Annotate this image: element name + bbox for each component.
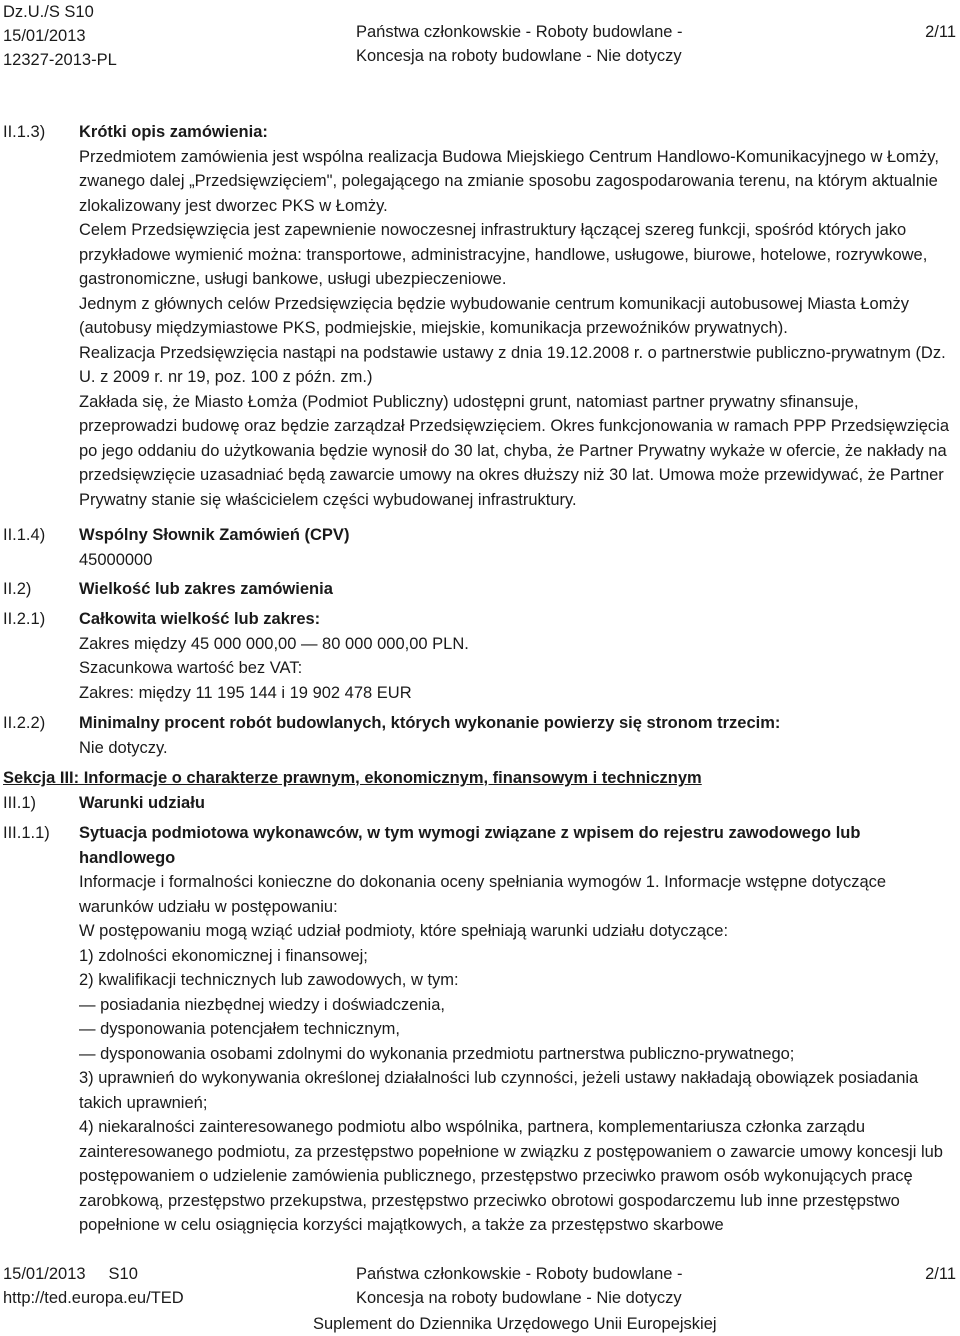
condition-item-1: 1) zdolności ekonomicznej i finansowej; xyxy=(79,946,368,965)
section-title: Całkowita wielkość lub zakres: xyxy=(79,610,321,628)
section-number: II.1.4) xyxy=(3,526,46,544)
footer-supplement: Suplement do Dziennika Urzędowego Unii Europejskiej xyxy=(313,1315,717,1333)
section-number: III.1.1) xyxy=(3,824,50,842)
footer-date: 15/01/2013 xyxy=(3,1265,86,1283)
header-category-line2: Koncesja na roboty budowlane - Nie dotyczy xyxy=(356,47,682,65)
ted-link[interactable]: http://ted.europa.eu/TED xyxy=(3,1289,184,1307)
section-title: Warunki udziału xyxy=(79,794,205,812)
publication-date: 15/01/2013 xyxy=(3,27,86,45)
header-center xyxy=(356,20,683,68)
conditions-lead: W postępowaniu mogą wziąć udział podmioty, które spełniają warunki udziału dotyczące: xyxy=(79,922,729,940)
section-value: Nie dotyczy. xyxy=(79,738,168,757)
header-category-line1: Państwa członkowskie - Roboty budowlane - xyxy=(356,23,683,41)
footer-category-line2: Koncesja na roboty budowlane - Nie dotyczy xyxy=(356,1289,682,1307)
cpv-code: 45000000 xyxy=(79,550,153,569)
section-title: Wielkość lub zakres zamówienia xyxy=(79,580,333,598)
section-number: III.1) xyxy=(3,794,37,812)
estimate-label: Szacunkowa wartość bez VAT: xyxy=(79,659,303,677)
condition-item-2: 2) kwalifikacji technicznych lub zawodowych, w tym: xyxy=(79,971,459,989)
description-paragraph-3: Jednym z głównych celów Przedsięwzięcia będzie wybudowanie centrum komunikacji autobusowej Miasta Łomży (autobusy międzymiastowe PKS, podmiejskie, miejskie, komunikacja przewoźników prywatnych). xyxy=(79,294,909,337)
header-left xyxy=(3,0,117,72)
section-number: II.2) xyxy=(3,580,32,598)
section-number: II.1.3) xyxy=(3,123,46,141)
description-paragraph-1: Przedmiotem zamówienia jest wspólna realizacja Budowa Miejskiego Centrum Handlowo-Komunikacyjnego w Łomży, zwanego dalej „Przedsięwzięciem", polegającego na zmianie sposobu zagospodarowania terenu, na którym aktualnie zlokalizowany jest dworzec PKS w Łomży. xyxy=(79,147,939,215)
condition-subitem-3: — dysponowania osobami zdolnymi do wykonania przedmiotu partnerstwa publiczno-prywatnego; xyxy=(79,1044,795,1063)
condition-subitem-1: — posiadania niezbędnej wiedzy i doświadczenia, xyxy=(79,995,445,1014)
section-title: Sytuacja podmiotowa wykonawców, w tym wymogi związane z wpisem do rejestru zawodowego lub handlowego xyxy=(79,824,861,867)
footer-left xyxy=(3,1262,184,1310)
description-paragraph-2: Celem Przedsięwzięcia jest zapewnienie nowoczesnej infrastruktury łączącej szereg funkcji, spośród których jako przykładowe wymienić można: transportowe, administracyjne, handlowe, usługowe, biurowe, hotelowe, rozrywkowe, gastronomiczne, usługi bankowe, usługi ubezpieczeniowe. xyxy=(79,221,928,288)
page-header xyxy=(0,0,960,70)
header-page-number: 2/11 xyxy=(925,23,956,41)
value-range-eur: Zakres: między 11 195 144 i 19 902 478 EUR xyxy=(79,683,412,702)
section-title: Krótki opis zamówienia: xyxy=(79,123,268,141)
section-number: II.2.1) xyxy=(3,610,46,628)
condition-subitem-2: — dysponowania potencjałem technicznym, xyxy=(79,1020,401,1038)
conditions-intro: Informacje i formalności konieczne do dokonania oceny spełniania wymogów 1. Informacje wstępne dotyczące warunków udziału w postępowaniu: xyxy=(79,873,887,916)
page-footer xyxy=(0,1262,960,1334)
footer-series: S10 xyxy=(108,1265,138,1283)
section-number: II.2.2) xyxy=(3,714,46,732)
condition-item-3: 3) uprawnień do wykonywania określonej działalności lub czynności, jeżeli ustawy nakładają obowiązek posiadania takich uprawnień; xyxy=(79,1069,919,1112)
section-title: Minimalny procent robót budowlanych, których wykonanie powierzy się stronom trzecim: xyxy=(79,714,781,732)
notice-number: 12327-2013-PL xyxy=(3,51,117,69)
section-title: Wspólny Słownik Zamówień (CPV) xyxy=(79,526,350,544)
footer-center xyxy=(356,1262,683,1310)
footer-category-line1: Państwa członkowskie - Roboty budowlane - xyxy=(356,1265,683,1283)
value-range-pln: Zakres między 45 000 000,00 — 80 000 000,00 PLN. xyxy=(79,634,469,653)
condition-item-4: 4) niekaralności zainteresowanego podmiotu albo wspólnika, partnera, komplementariusza członka zarządu zainteresowanego podmiotu, za przestępstwo popełnione w związku z postępowaniem o zawarcie umowy koncesji lub postępowaniem o udzielenie zamówienia publicznego, przestępstwo przeciwko prawom osób wykonujących pracę zarobkową, przestępstwo przekupstwa, przestępstwo przeciwko obrotowi gospodarczemu lub inne przestępstwo popełnione w celu osiągnięcia korzyści majątkowych, a także za przestępstwo skarbowe xyxy=(79,1118,943,1234)
footer-page-number: 2/11 xyxy=(925,1265,956,1283)
description-paragraph-5: Zakłada się, że Miasto Łomża (Podmiot Publiczny) udostępni grunt, natomiast partner prywatny sfinansuje, przeprowadzi budowę oraz będzie zarządzał Przedsięwzięciem. Okres funkcjonowania w ramach PPP Przedsięwzięcia po jego oddaniu do użytkowania będzie wynosił do 30 lat, chyba, że Partner Prywatny wykaże w ofercie, że nakłady na przedsięwzięcie uzasadniać będą zawarcie umowy na okres dłuższy niż 30 lat. Umowa może przewidywać, że Partner Prywatny stanie się właścicielem części wybudowanej infrastruktury. xyxy=(79,392,950,509)
section-III-heading: Sekcja III: Informacje o charakterze prawnym, ekonomicznym, finansowym i technicznym xyxy=(3,769,702,787)
description-paragraph-4: Realizacja Przedsięwzięcia nastąpi na podstawie ustawy z dnia 19.12.2008 r. o partnerstwie publiczno-prywatnym (Dz. U. z 2009 r. nr 19, poz. 100 z późn. zm.) xyxy=(79,343,946,386)
journal-reference: Dz.U./S S10 xyxy=(3,3,94,21)
